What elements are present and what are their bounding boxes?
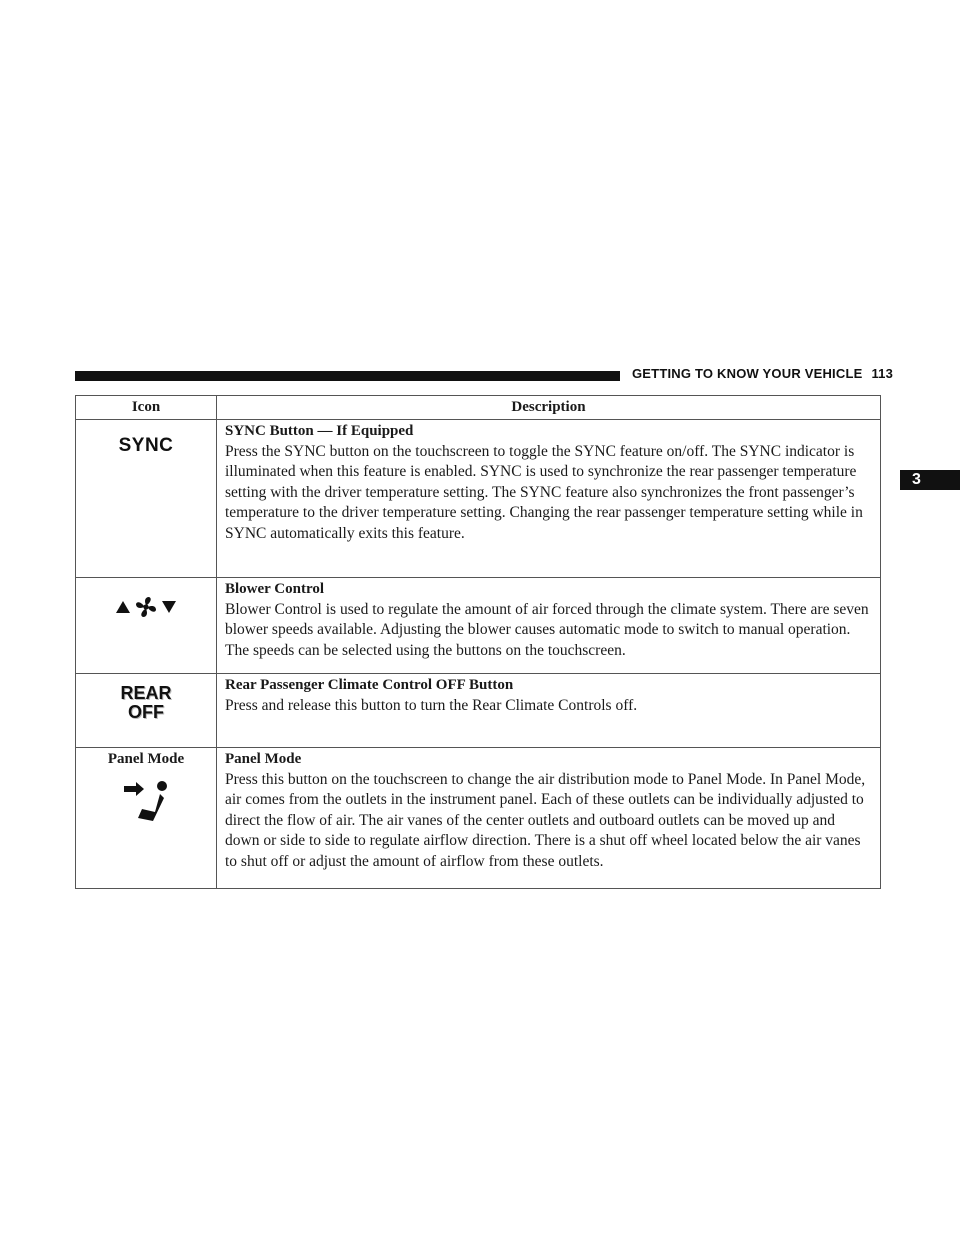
- row-title: SYNC Button — If Equipped: [225, 423, 414, 439]
- section-title: GETTING TO KNOW YOUR VEHICLE: [632, 366, 863, 381]
- column-header-icon: Icon: [76, 396, 217, 420]
- row-body: Press and release this button to turn the Rear Climate Controls off.: [225, 696, 638, 714]
- climate-controls-table: [75, 395, 881, 889]
- rear-off-icon-line1: REAR: [120, 683, 172, 703]
- icon-cell: [76, 674, 217, 748]
- page-number: 113: [871, 366, 894, 381]
- blower-fan-icon: [114, 596, 178, 625]
- panel-mode-icon: [118, 776, 174, 831]
- header-rule: [75, 371, 620, 381]
- description-cell: [217, 748, 881, 889]
- table-header-row: [76, 396, 881, 420]
- row-title: Rear Passenger Climate Control OFF Button: [225, 677, 514, 693]
- table-row: [76, 578, 881, 674]
- row-title: Panel Mode: [225, 751, 302, 767]
- table-row: [76, 674, 881, 748]
- row-body: Press this button on the touchscreen to change the air distribution mode to Panel Mode. In Panel Mode, air comes from the outlets in the instrument panel. Each of these outlets can be individually adjusted to direct the flow of air. The air vanes of the center outlets and outboard outlets can be moved up and down or side to side to regulate airflow direction. There is a shut off wheel located below the air vanes to shut off or adjust the amount of airflow from these outlets.: [225, 770, 866, 870]
- row-body: Press the SYNC button on the touchscreen to toggle the SYNC feature on/off. The SYNC indicator is illuminated when this feature is enabled. SYNC is used to synchronize the rear passenger temperature setting with the driver temperature setting. The SYNC feature also synchronizes the front passenger’s temperature to the driver temperature setting. Changing the rear passenger temperature setting while in SYNC automatically exits this feature.: [225, 442, 863, 542]
- description-cell: [217, 420, 881, 578]
- table-row: [76, 420, 881, 578]
- rear-off-icon: [120, 684, 171, 722]
- running-header: [632, 366, 893, 381]
- rear-off-icon-line2: OFF: [127, 702, 164, 722]
- row-title: Blower Control: [225, 581, 325, 597]
- table-row: [76, 748, 881, 889]
- icon-cell: [76, 578, 217, 674]
- icon-cell: [76, 748, 217, 889]
- description-cell: [217, 578, 881, 674]
- description-cell: [217, 674, 881, 748]
- column-header-description: Description: [217, 396, 881, 420]
- icon-cell: [76, 420, 217, 578]
- chapter-tab: 3: [900, 470, 960, 490]
- sync-icon: SYNC: [118, 435, 174, 456]
- row-body: Blower Control is used to regulate the amount of air forced through the climate system. There are seven blower speeds available. Adjusting the blower causes automatic mode to switch to manual operation. The speeds can be selected using the buttons on the touchscreen.: [225, 600, 869, 659]
- panel-mode-label: Panel Mode: [107, 751, 185, 767]
